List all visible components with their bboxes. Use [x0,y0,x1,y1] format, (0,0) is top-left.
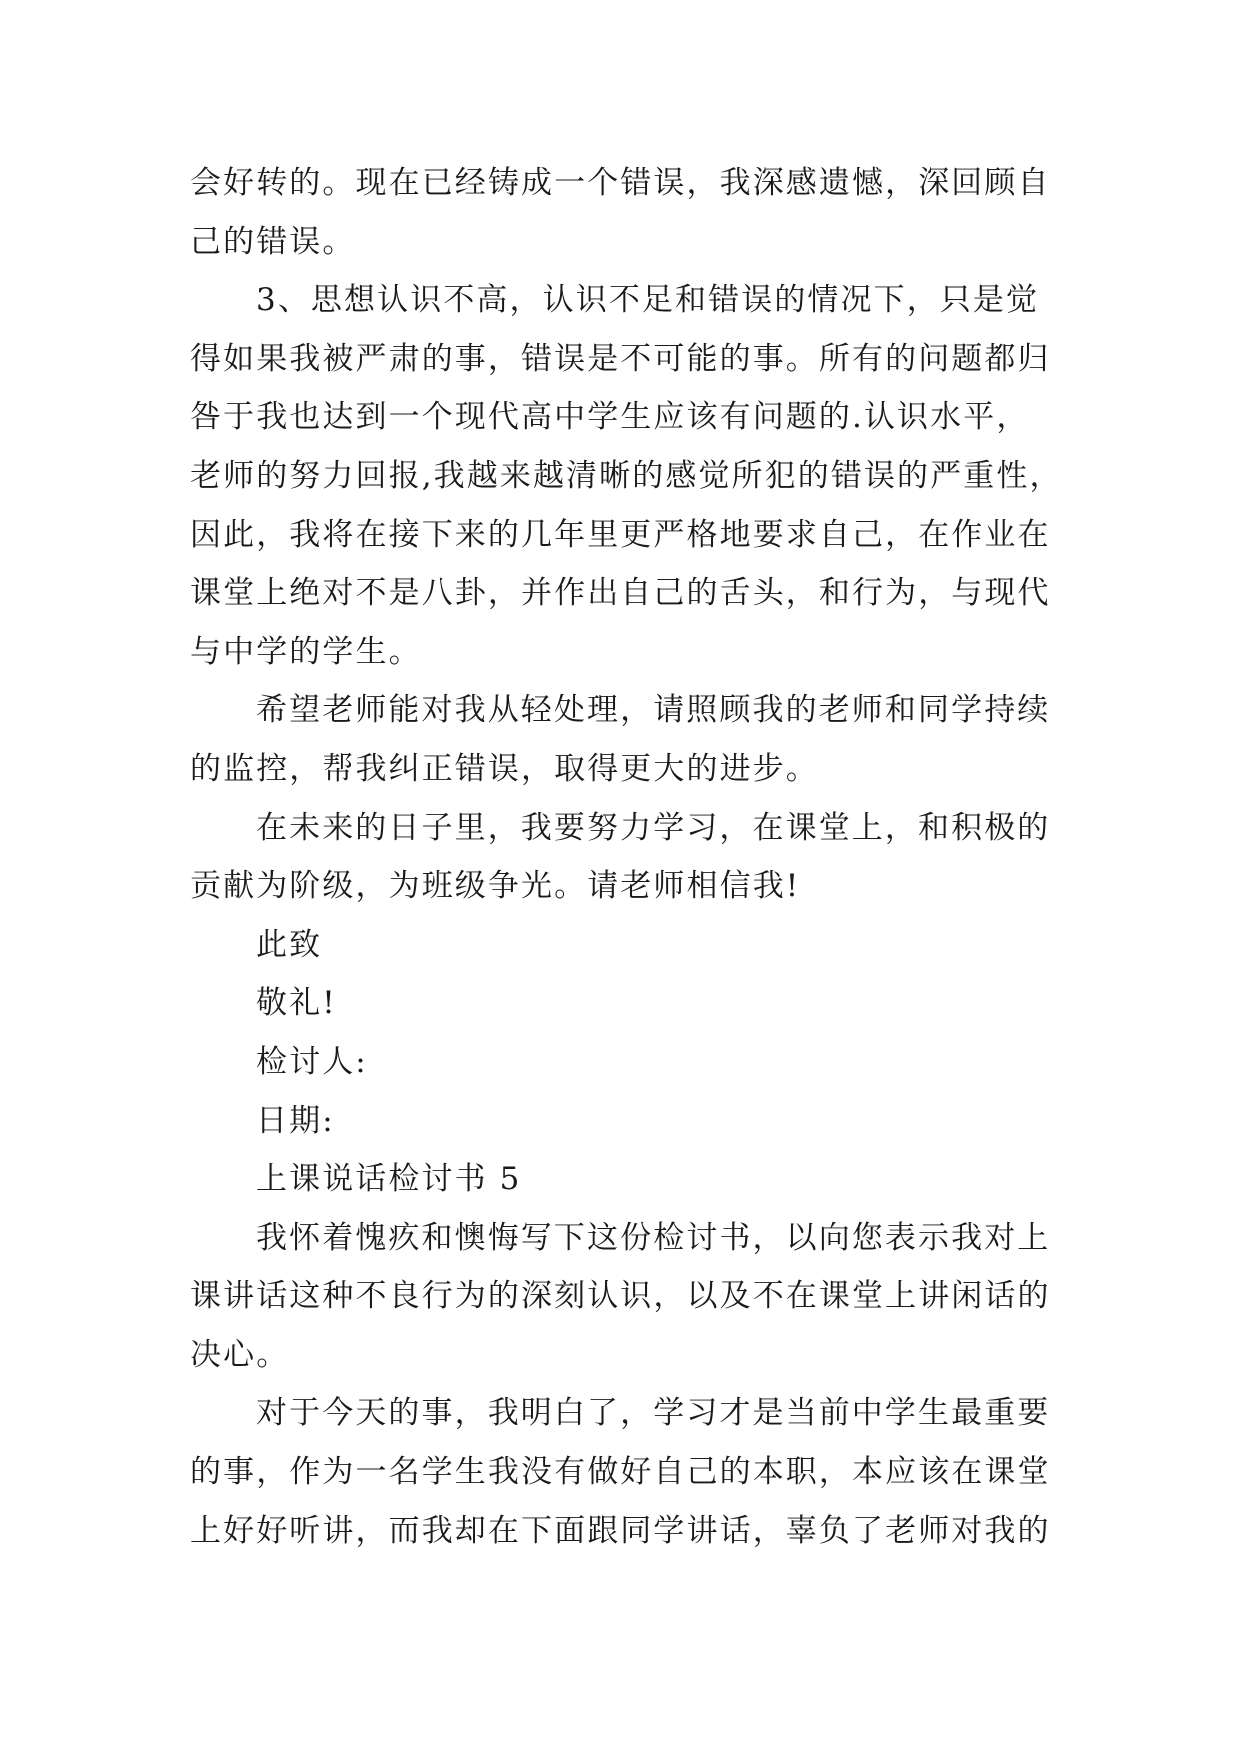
text-line: 对于今天的事，我明白了，学习才是当前中学生最重要 [256,1395,1051,1432]
date-line: 日期: [256,1102,335,1139]
text-line: 上好好听讲，而我却在下面跟同学讲话，辜负了老师对我的 [190,1512,1051,1549]
section-heading: 上课说话检讨书 5 [256,1161,522,1198]
text-line: 希望老师能对我从轻处理，请照顾我的老师和同学持续 [256,692,1051,729]
salutation-line: 敬礼! [256,985,337,1022]
text-line: 3、思想认识不高，认识不足和错误的情况下，只是觉 [256,282,1040,319]
text-line: 老师的努力回报,我越来越清晰的感觉所犯的错误的严重性， [190,457,1063,494]
salutation-line: 此致 [256,926,323,963]
text-line: 在未来的日子里，我要努力学习，在课堂上，和积极的 [256,809,1051,846]
document-page [190,154,1063,1560]
text-line: 己的错误。 [190,223,356,260]
text-line: 咎于我也达到一个现代高中学生应该有问题的.认识水平， [190,399,1030,436]
text-line: 课堂上绝对不是八卦，并作出自己的舌头，和行为，与现代 [190,575,1051,612]
text-line: 决心。 [190,1336,290,1373]
text-line: 会好转的。现在已经铸成一个错误，我深感遗憾，深回顾自 [190,165,1051,201]
text-line: 与中学的学生。 [190,633,422,670]
text-line: 因此，我将在接下来的几年里更严格地要求自己，在作业在 [190,516,1051,553]
text-line: 我怀着愧疚和懊悔写下这份检讨书，以向您表示我对上 [256,1219,1051,1256]
text-line: 课讲话这种不良行为的深刻认识，以及不在课堂上讲闲话的 [190,1278,1051,1315]
text-line: 的监控，帮我纠正错误，取得更大的进步。 [190,750,819,787]
signature-line: 检讨人: [256,1043,368,1080]
text-line: 贡献为阶级，为班级争光。请老师相信我! [190,868,801,905]
text-line: 的事，作为一名学生我没有做好自己的本职，本应该在课堂 [190,1454,1051,1491]
text-line: 得如果我被严肃的事，错误是不可能的事。所有的问题都归 [190,340,1051,377]
